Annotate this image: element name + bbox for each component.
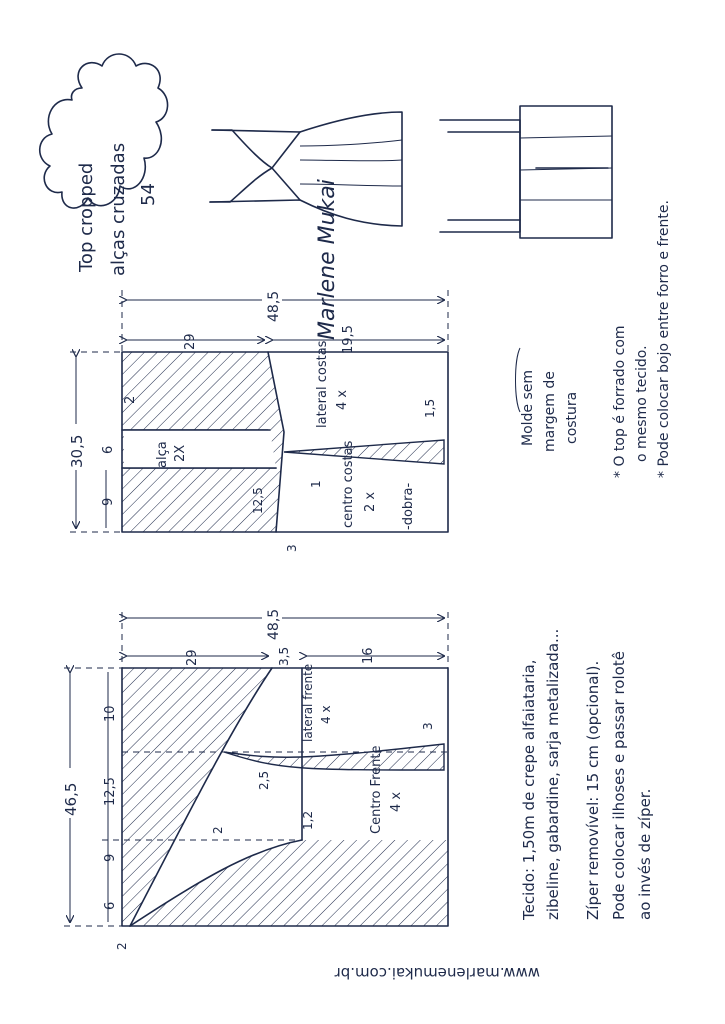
back-dim-3: 3: [285, 544, 299, 552]
back-label-centro-count: 2 x: [363, 491, 378, 512]
note-fabric-3: Zíper removível: 15 cm (opcional).: [584, 660, 602, 920]
front-dim-10: 10: [103, 705, 118, 722]
front-dim-curve-2: 2: [211, 826, 225, 834]
back-dim-29: 29: [183, 333, 198, 350]
notes: [516, 200, 673, 921]
back-label-lateral: lateral costas: [315, 340, 330, 428]
back-pattern: [66, 290, 448, 552]
front-dim-9: 9: [103, 853, 118, 862]
note-fabric-1: Tecido: 1,50m de crepe alfaiataria,: [520, 659, 538, 920]
back-label-fold: -dobra-: [401, 482, 416, 530]
back-dim-1-5: 1,5: [423, 398, 437, 418]
title-line2: alças cruzadas: [108, 142, 129, 276]
note-fabric-5: ao invés de zíper.: [636, 788, 654, 920]
back-label-lateral-count: 4 x: [335, 389, 350, 410]
note-no-seam-1: Molde sem: [520, 369, 536, 446]
front-dim-29: 29: [185, 649, 200, 666]
front-dim-6: 6: [103, 901, 118, 910]
back-label-alca: alça: [155, 441, 170, 468]
note-no-seam-3: costura: [564, 391, 580, 444]
title-number: 54: [138, 183, 159, 206]
note-fabric-2: zibeline, gabardine, sarja metalizada...: [544, 628, 562, 920]
note-lined-3: * Pode colocar bojo entre forro e frente.: [656, 200, 672, 478]
front-dim-3: 3: [421, 722, 435, 730]
note-lined-2: o mesmo tecido.: [634, 345, 650, 462]
back-dim-1: 1: [309, 480, 323, 488]
title-line1: Top cropped: [76, 162, 97, 272]
front-dim-1-2: 1,2: [301, 810, 315, 830]
website: www.marlenemukai.com.br: [334, 964, 540, 982]
note-fabric-4: Pode colocar ilhoses e passar rolotê: [610, 651, 628, 920]
front-dim-width: 48,5: [266, 608, 282, 640]
back-dim-12-5: 12,5: [251, 487, 265, 514]
front-dart: [224, 744, 444, 770]
front-label-lateral-count: 4 x: [319, 705, 333, 724]
back-label-centro: centro costas: [341, 440, 356, 528]
front-dim-2-5: 2,5: [257, 770, 271, 790]
back-dim-2: 2: [123, 395, 138, 404]
front-hatch-bottom: [130, 840, 448, 926]
back-dart: [284, 440, 444, 464]
front-dim-3-5: 3,5: [277, 646, 291, 666]
front-pattern: [60, 609, 448, 950]
back-dim-height: 30,5: [68, 434, 86, 468]
back-dim-9: 9: [101, 497, 116, 506]
garment-sketch-back: [440, 106, 612, 238]
signature: Marlene Mukai: [315, 179, 340, 340]
garment-sketch-front: [210, 112, 402, 226]
front-label-lateral: lateral frente: [301, 663, 315, 742]
title-cloud: [40, 54, 168, 276]
back-label-alca-count: 2X: [173, 444, 188, 462]
back-dim-6: 6: [101, 445, 116, 454]
back-dim-width: 48,5: [266, 290, 282, 322]
front-dim-12-5: 12,5: [103, 777, 118, 806]
front-dim-16: 16: [361, 647, 376, 664]
note-no-seam-2: margem de: [542, 371, 558, 452]
note-lined-1: * O top é forrado com: [612, 325, 628, 478]
front-dim-2: 2: [115, 942, 129, 950]
back-dim-19-5: 19,5: [341, 325, 356, 354]
front-label-centro: Centro Frente: [369, 745, 384, 834]
front-dim-height: 46,5: [62, 782, 80, 816]
front-label-centro-count: 4 x: [389, 791, 404, 812]
